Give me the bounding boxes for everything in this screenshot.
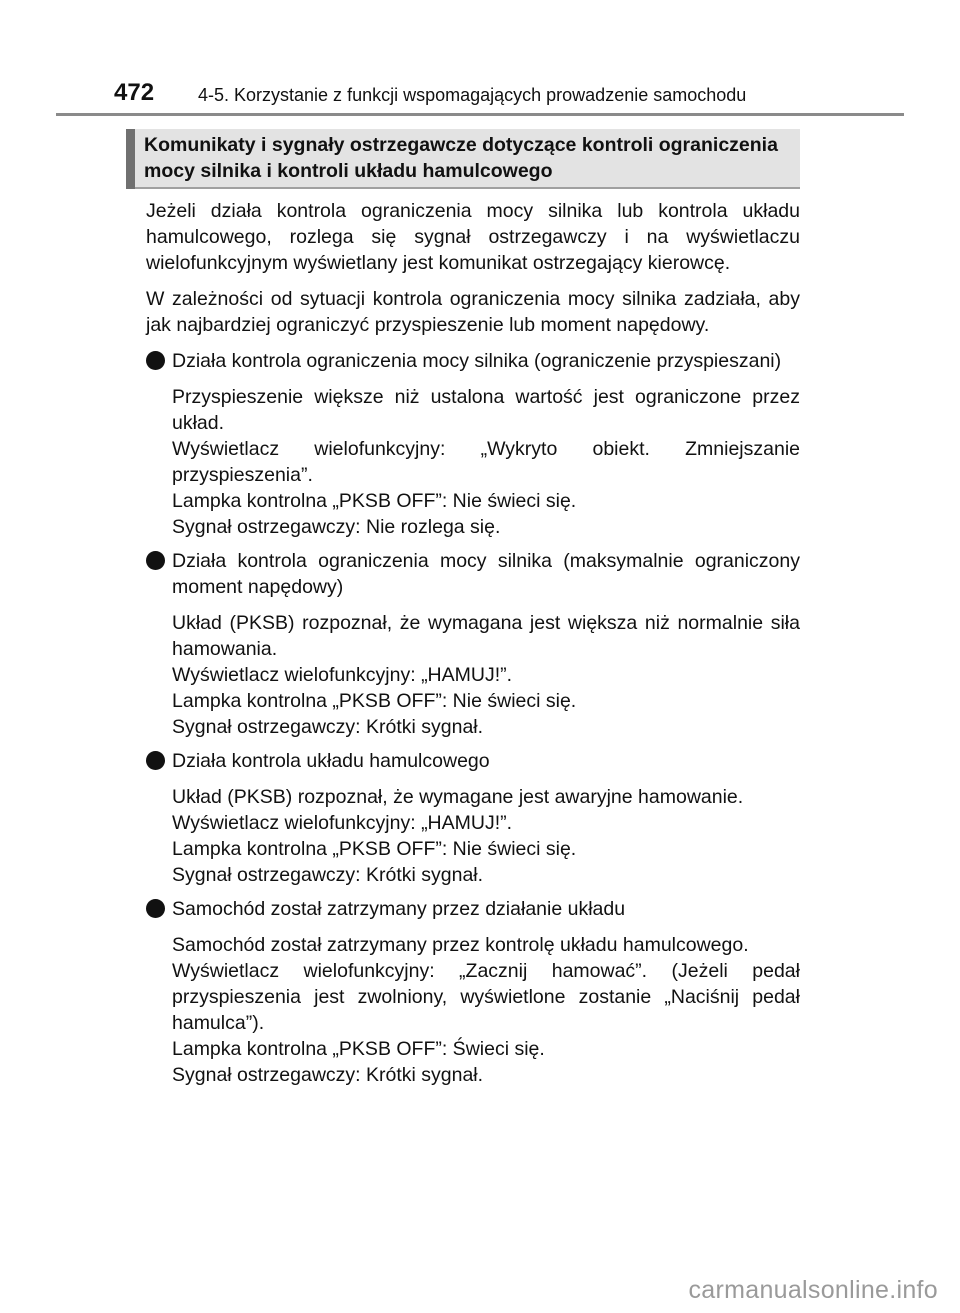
page-header xyxy=(56,78,904,114)
bullet-line: Wyświetlacz wielofunkcyjny: „Zacznij hamować”. (Jeżeli pedał przyspieszenia jest zwolniony, wyświetlone zostanie „Naciśnij pedał hamulca”). xyxy=(172,960,800,1034)
bullet-line: Przyspieszenie większe niż ustalona wartość jest ograniczone przez układ. xyxy=(172,386,800,434)
main-content xyxy=(146,198,800,1096)
bullet-line: Sygnał ostrzegawczy: Nie rozlega się. xyxy=(172,516,501,538)
bullet-title: Działa kontrola ograniczenia mocy silnika (ograniczenie przyspieszani) xyxy=(172,350,782,372)
watermark: carmanualsonline.info xyxy=(688,1276,938,1304)
bullet-line: Wyświetlacz wielofunkcyjny: „HAMUJ!”. xyxy=(172,812,513,834)
bullet-line: Sygnał ostrzegawczy: Krótki sygnał. xyxy=(172,716,484,738)
bullet-dot-icon xyxy=(146,751,165,770)
bullet-line: Układ (PKSB) rozpoznał, że wymagane jest awaryjne hamowanie. xyxy=(172,786,744,808)
bullet-body xyxy=(172,384,800,540)
bullet-line: Sygnał ostrzegawczy: Krótki sygnał. xyxy=(172,864,484,886)
bullet-line: Wyświetlacz wielofunkcyjny: „Wykryto obiekt. Zmniejszanie przyspieszenia”. xyxy=(172,438,800,486)
bullet-title: Samochód został zatrzymany przez działanie układu xyxy=(172,898,626,920)
bullet-body xyxy=(172,932,800,1088)
section-title: Komunikaty i sygnały ostrzegawcze dotyczące kontroli ograniczenia mocy silnika i kontroli układu hamulcowego xyxy=(144,134,778,182)
bullet-line: Lampka kontrolna „PKSB OFF”: Nie świeci się. xyxy=(172,838,577,860)
page-number: 472 xyxy=(114,79,155,106)
bullet-dot-icon xyxy=(146,899,165,918)
chapter-title: 4-5. Korzystanie z funkcji wspomagających prowadzenie samochodu xyxy=(198,85,747,105)
bullet-dot-icon xyxy=(146,351,165,370)
bullet-item xyxy=(146,748,800,888)
bullet-item xyxy=(146,348,800,540)
section-heading-box xyxy=(126,129,800,189)
bullet-item xyxy=(146,548,800,740)
bullet-body xyxy=(172,784,800,888)
bullet-line: Lampka kontrolna „PKSB OFF”: Świeci się. xyxy=(172,1038,545,1060)
bullet-title: Działa kontrola ograniczenia mocy silnika (maksymalnie ograniczony moment napędowy) xyxy=(172,550,800,598)
bullet-line: Lampka kontrolna „PKSB OFF”: Nie świeci się. xyxy=(172,690,577,712)
header-rule xyxy=(56,113,904,116)
intro-paragraph: Jeżeli działa kontrola ograniczenia mocy silnika lub kontrola układu hamulcowego, rozlega się sygnał ostrzegawczy i na wyświetlaczu wielofunkcyjnym wyświetlany jest komunikat ostrzegający kierowcę. xyxy=(146,200,800,274)
bullet-line: Sygnał ostrzegawczy: Krótki sygnał. xyxy=(172,1064,484,1086)
bullet-dot-icon xyxy=(146,551,165,570)
bullet-line: Wyświetlacz wielofunkcyjny: „HAMUJ!”. xyxy=(172,664,513,686)
bullet-line: Układ (PKSB) rozpoznał, że wymagana jest większa niż normalnie siła hamowania. xyxy=(172,612,800,660)
intro-paragraph: W zależności od sytuacji kontrola ograniczenia mocy silnika zadziała, aby jak najbardziej ograniczyć przyspieszenie lub moment napędowy. xyxy=(146,288,800,336)
section-heading-bar xyxy=(126,129,135,189)
bullet-title: Działa kontrola układu hamulcowego xyxy=(172,750,490,772)
bullet-line: Lampka kontrolna „PKSB OFF”: Nie świeci się. xyxy=(172,490,577,512)
bullet-body xyxy=(172,610,800,740)
bullet-item xyxy=(146,896,800,1088)
bullet-line: Samochód został zatrzymany przez kontrolę układu hamulcowego. xyxy=(172,934,749,956)
